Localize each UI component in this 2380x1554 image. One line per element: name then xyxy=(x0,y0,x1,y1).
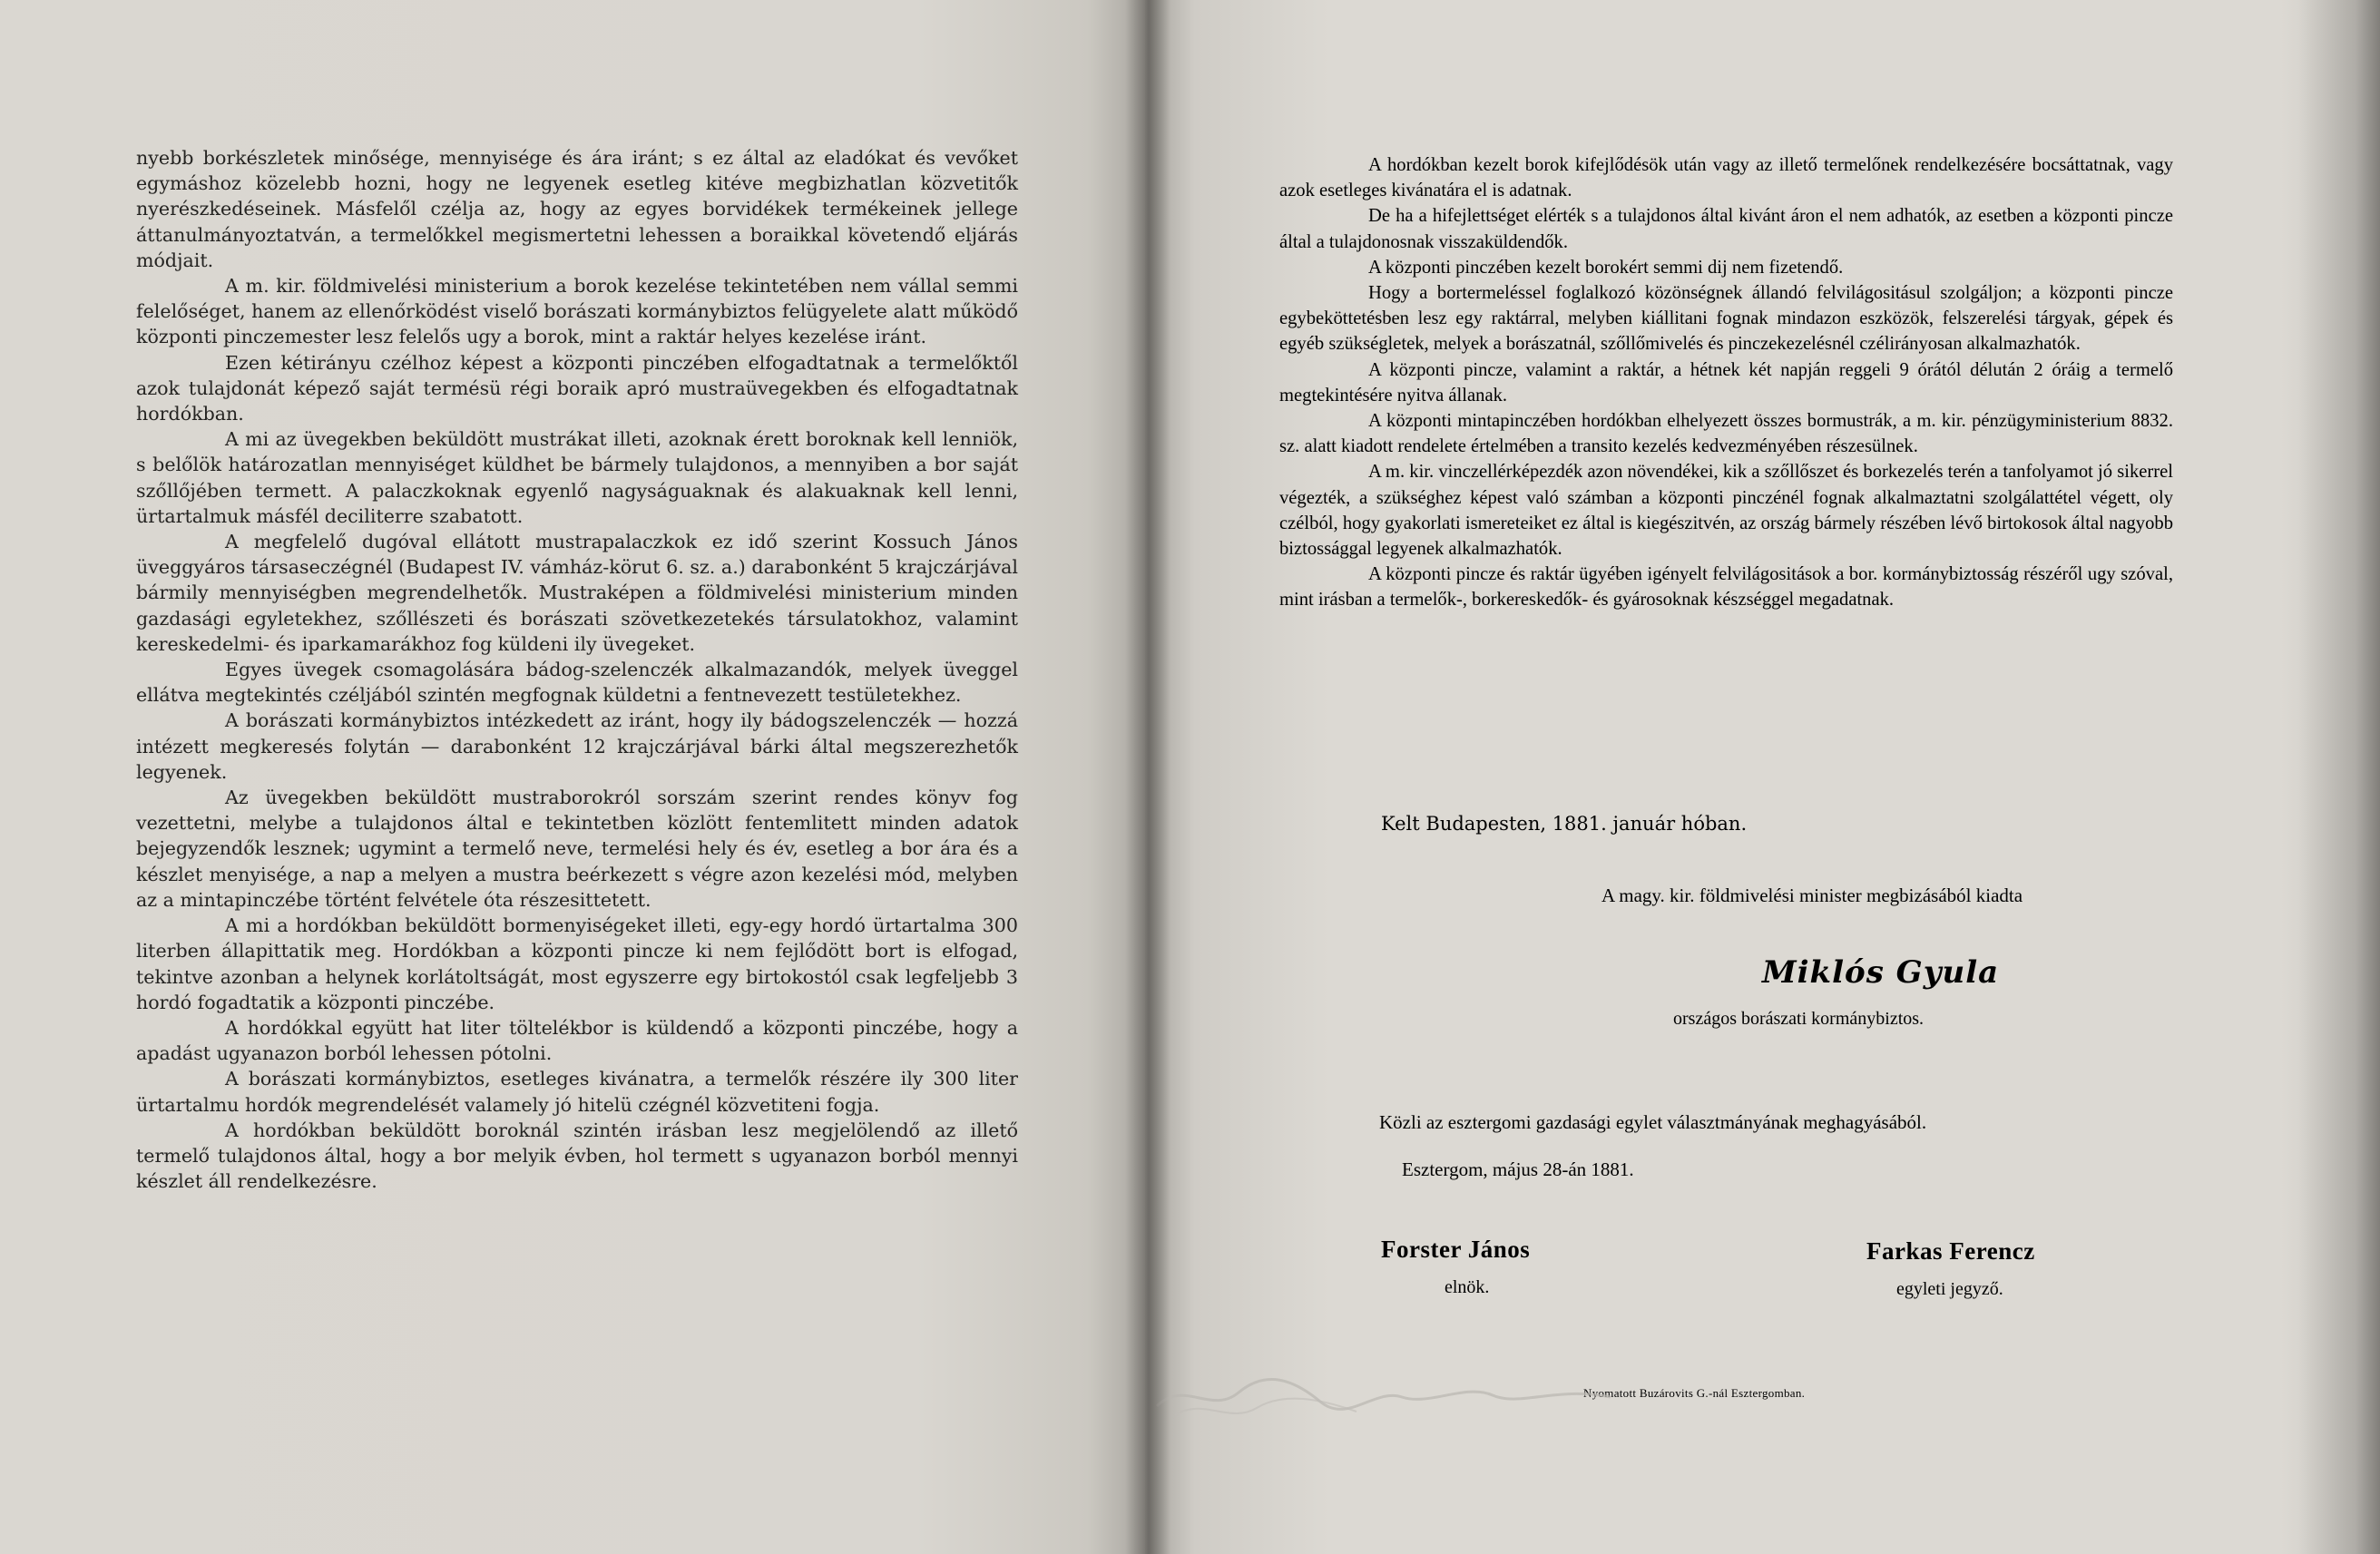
left-paragraph-4: A mi az üvegekben beküldött mustrákat illeti, azoknak érett boroknak kell lenniök, s belőlök határozatlan mennyiséget küldhet be bármely tulajdonos, a mennyiben a bor saját szőllőjében termett. A palaczkoknak egyenlő nagyságuaknak és alakuaknak kell lenni, ürtartalmuk másfél deciliterre szabatott. xyxy=(136,428,1018,527)
left-paragraph-10: A hordókkal együtt hat liter töltelékbor is küldendő a központi pinczébe, hogy a apadást ugyanazon borból lehessen pótolni. xyxy=(136,1016,1018,1065)
publish-note: Közli az esztergomi gazdasági egylet választmányának meghagyásából. xyxy=(1379,1111,1927,1133)
signature-name: Miklós Gyula xyxy=(1762,954,2000,991)
right-paragraph-2: De ha a hifejlettséget elérték s a tulajdonos által kivánt áron el nem adhatók, az esetben a központi pincze által a tulajdonosnak visszaküldendők. xyxy=(1279,206,2173,252)
printer-imprint: Nyomatott Buzárovits G.-nál Esztergomban. xyxy=(1583,1386,1806,1400)
right-paragraph-8: A központi pincze és raktár ügyében igényelt felvilágositások a bor. kormánybiztosság részéről ugy szóval, mint irásban a termelők-, borkereskedők- és gyárosoknak készséggel megadatnak. xyxy=(1279,564,2173,611)
left-page xyxy=(0,0,1145,1554)
left-paragraph-3: Ezen kétirányu czélhoz képest a központi pinczében elfogadtatnak a termelőktől azok tulajdonát képező saját termésü régi boraik apró mustraüvegekben és elfogadtatnak hordókban. xyxy=(136,351,1018,425)
left-paragraph-11: A borászati kormánybiztos, esetleges kivánatra, a termelők részére ily 300 liter ürtartalmu hordók megrendelését valamely jó hitelü czégnél közvetiteni fogja. xyxy=(136,1068,1018,1116)
left-paragraph-1: nyebb borkészletek minősége, mennyisége és ára iránt; s ez által az eladókat és vevőket egymáshoz közelebb hozni, hogy ne legyenek esetleg kitéve megbizhatlan közvetitők nyerészkedéseinek. Másfelől czélja az, hogy az egyes borvidékek termékeinek jellege áttanulmányoztatván, a termelőkkel megismertetni lehessen a boraikkal követendő eljárás módjait. xyxy=(136,147,1018,271)
right-paragraph-4: Hogy a bortermeléssel foglalkozó közönségnek állandó felvilágositásul szolgáljon; a központi pincze egybeköttetésben lesz egy raktárral, melyben kiállitani fognak mindazon eszközök, felszerelési tárgyak, gépek és egyéb szükségletek, melyek a borászatnál, szőllőmivelés és pinczekezelésnél czélirányosan alkalmazhatók. xyxy=(1279,283,2173,355)
esztergom-dateline: Esztergom, május 28-án 1881. xyxy=(1402,1158,1634,1180)
issuer-line: A magy. kir. földmivelési minister megbizásából kiadta xyxy=(1601,885,2023,906)
president-role: elnök. xyxy=(1445,1277,1490,1297)
secretary-name: Farkas Ferencz xyxy=(1866,1237,2035,1265)
right-page-text xyxy=(1279,152,2173,613)
left-paragraph-9: A mi a hordókban beküldött bormenyiségeket illeti, egy-egy hordó ürtartalma 300 literben állapittatik meg. Hordókban a központi pincze ki nem fejlődött bort is elfogad, tekintve azonban a helynek korlátoltságát, most egyszerre egy birtokostól csak legfeljebb 3 hordó fogadtatik a központi pinczébe. xyxy=(136,914,1018,1013)
left-paragraph-12: A hordókban beküldött boroknál szintén irásban lesz megjelölendő az illető termelő tulajdonos által, hogy a bor melyik évben, hol termett s ugyanazon borból mennyi készlet áll rendelkezésre. xyxy=(136,1119,1018,1193)
budapest-dateline: Kelt Budapesten, 1881. január hóban. xyxy=(1381,813,1748,835)
secretary-role: egyleti jegyző. xyxy=(1896,1279,2003,1299)
right-paragraph-1: A hordókban kezelt borok kifejlődésök után vagy az illető termelőnek rendelkezésére bocsáttatnak, vagy azok esetleges kivánatára el is adatnak. xyxy=(1279,155,2173,201)
president-name: Forster János xyxy=(1381,1236,1531,1263)
left-paragraph-7: A borászati kormánybiztos intézkedett az iránt, hogy ily bádogszelenczék — hozzá intézett megkeresés folytán — darabonként 12 krajczárjával bárki által megszerezhetők legyenek. xyxy=(136,709,1018,783)
left-paragraph-6: Egyes üvegek csomagolására bádog-szelenczék alkalmazandók, melyek üveggel ellátva megtekintés czéljából szintén megfognak küldetni a fentnevezett testületekhez. xyxy=(136,659,1018,707)
left-paragraph-5: A megfelelő dugóval ellátott mustrapalaczkok ez idő szerint Kossuch János üveggyáros társaseczégnél (Budapest IV. vámház-körut 6. sz. a.) darabonként 5 krajczárjával bármily mennyiségben megrendelhetők. Mustraképen a földmivelési ministerium minden gazdasági egyletekhez, szőllészeti és borászati szövetkezetekés társulatokhoz, valamint kereskedelmi- és iparkamarákhoz fog küldeni ily üvegeket. xyxy=(136,531,1018,655)
right-paragraph-3: A központi pinczében kezelt borokért semmi dij nem fizetendő. xyxy=(1368,257,1844,278)
left-paragraph-2: A m. kir. földmivelési ministerium a borok kezelése tekintetében nem vállal semmi felelőséget, hanem az ellenőrködést viselő borászati kormánybiztos felügyelete alatt működő központi pinczemester lesz felelős ugy a borok, mint a raktár helyes kezelése iránt. xyxy=(136,275,1018,348)
left-paragraph-8: Az üvegekben beküldött mustraborokról sorszám szerint rendes könyv fog vezettetni, melybe a tulajdonos által e tekintetben közlött fentemlitett minden adatok bejegyzendők lesznek; ugymint a termelő neve, termelési hely és év, esetleg a bor ára és a készlet menyisége, a nap a melyen a mustra beérkezett s végre azon kezelési mód, melyben az a mintapinczébe történt felvétele óta részesittetett. xyxy=(136,787,1018,911)
right-paragraph-6: A központi mintapinczében hordókban elhelyezett összes bormustrák, a m. kir. pénzügyministerium 8832. sz. alatt kiadott rendelete értelmében a transito kezelés kedvezményében részesülnek. xyxy=(1279,411,2173,457)
left-page-text xyxy=(136,145,1018,1194)
right-paragraph-5: A központi pincze, valamint a raktár, a hétnek két napján reggeli 9 órától délután 2 óráig a termelő megtekintésére nyitva állanak. xyxy=(1279,359,2173,406)
signature-title: országos borászati kormánybiztos. xyxy=(1673,1009,1925,1029)
right-paragraph-7: A m. kir. vinczellérképezdék azon növendékei, kik a szőllőszet és borkezelés terén a tanfolyamot jó sikerrel végezték, a szükséghez képest való számban a központi pinczénél fognak alkalmaztatni szolgálattétel végett, oly czélból, hogy gyakorlati ismereteiket ez által is kiegészitvén, az ország bármely részében lévő birtokosok által nagyobb biztossággal legyenek alkalmazhatók. xyxy=(1279,462,2173,560)
